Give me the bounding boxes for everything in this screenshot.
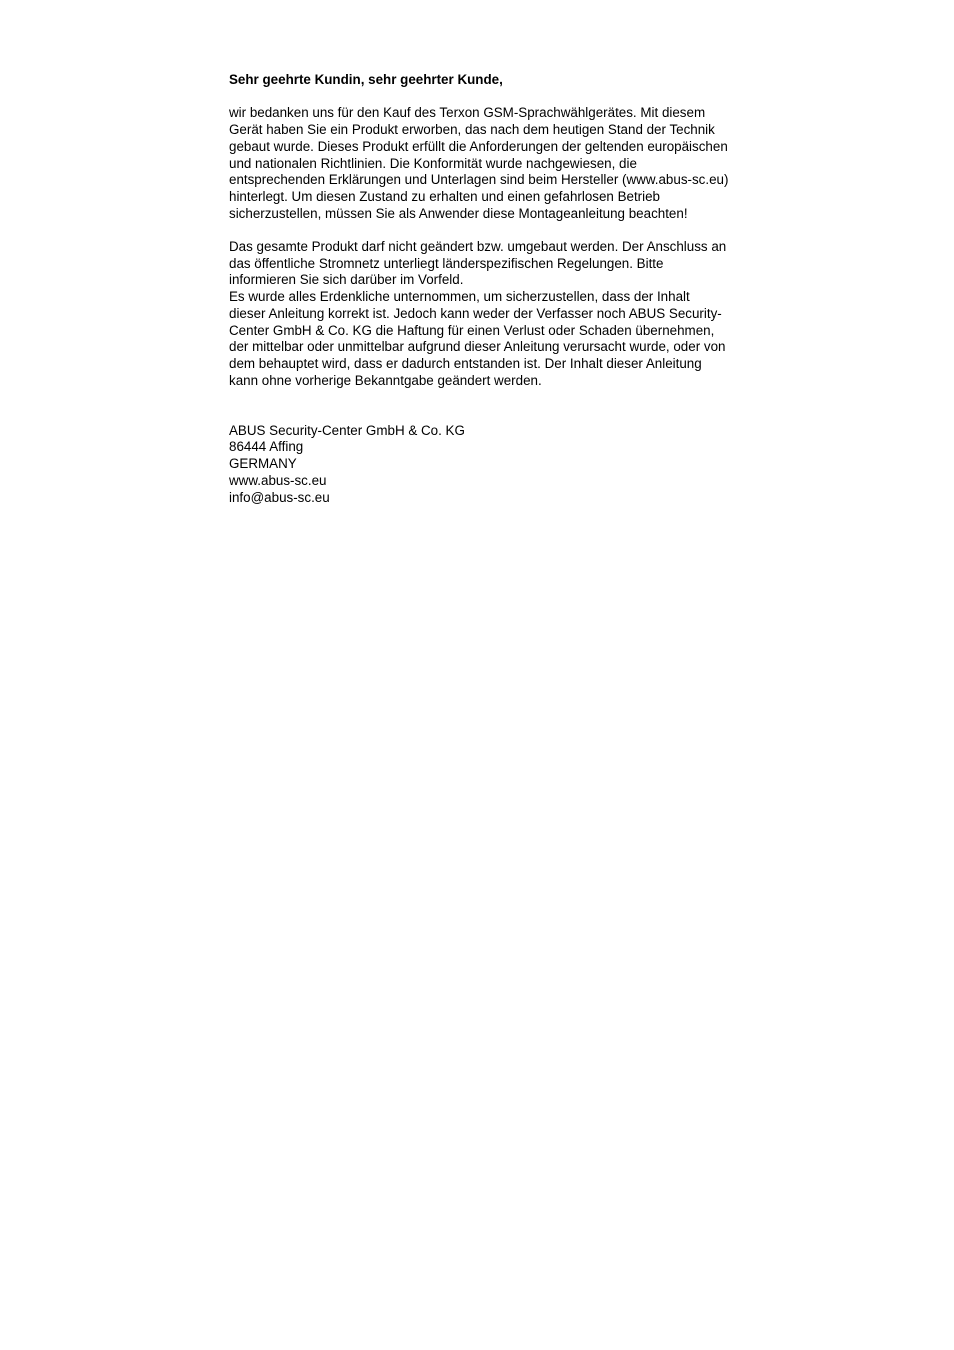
intro-paragraph: wir bedanken uns für den Kauf des Terxon GSM-Sprachwählgerätes. Mit diesem Gerät haben Sie ein Produkt erworben, das nach dem heutigen Stand der Technik gebaut wurde. Dieses Produkt erfüllt die Anforderungen der geltenden europäischen und nationalen Richtlinien. Die Konformität wurde nachgewiesen, die entsprechenden Erklärungen und Unterlagen sind beim Hersteller (www.abus-sc.eu) hinterlegt. Um diesen Zustand zu erhalten und einen gefahrlosen Betrieb sicherzustellen, müssen Sie als Anwender diese Montageanleitung beachten! bbox=[229, 105, 729, 221]
address-website[interactable]: www.abus-sc.eu bbox=[229, 472, 327, 488]
document-page bbox=[229, 72, 729, 506]
notice-paragraph: Das gesamte Produkt darf nicht geändert bzw. umgebaut werden. Der Anschluss an das öffentliche Stromnetz unterliegt länderspezifischen Regelungen. Bitte informieren Sie sich darüber im Vorfeld. bbox=[229, 239, 727, 288]
address-city: 86444 Affing bbox=[229, 439, 304, 455]
address-country: GERMANY bbox=[229, 456, 297, 472]
address-block bbox=[229, 423, 729, 507]
disclaimer-paragraph: Es wurde alles Erdenkliche unternommen, um sicherzustellen, dass der Inhalt dieser Anleitung korrekt ist. Jedoch kann weder der Verfasser noch ABUS Security-Center GmbH & Co. KG die Haftung für einen Verlust oder Schaden übernehmen, der mittelbar oder unmittelbar aufgrund dieser Anleitung verursacht wurde, oder von dem behauptet wird, dass er dadurch entstanden ist. Der Inhalt dieser Anleitung kann ohne vorherige Bekanntgabe geändert werden. bbox=[229, 289, 726, 388]
salutation: Sehr geehrte Kundin, sehr geehrter Kunde, bbox=[229, 72, 503, 87]
address-email[interactable]: info@abus-sc.eu bbox=[229, 489, 330, 505]
address-spacer bbox=[229, 389, 729, 422]
paragraph-spacer bbox=[229, 222, 729, 239]
address-company: ABUS Security-Center GmbH & Co. KG bbox=[229, 422, 465, 438]
